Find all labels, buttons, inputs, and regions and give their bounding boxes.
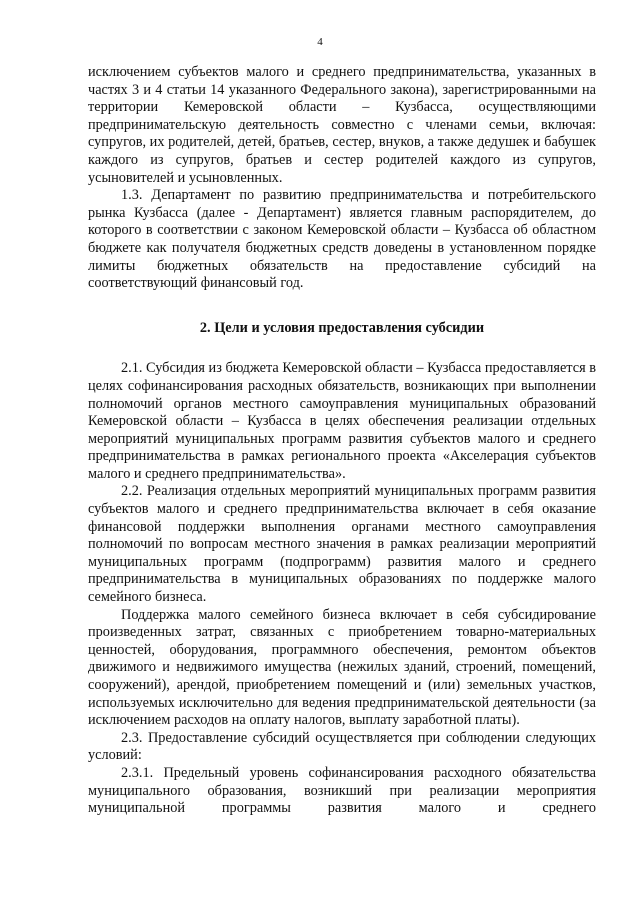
- page-number: 4: [317, 36, 323, 48]
- paragraph-continuation: исключением субъектов малого и среднего предпринимательства, указанных в частях 3 и 4 статьи 14 указанного Федерального закона), зарегистрированными на территории Кемеровской области – Кузбасса, осуществляющими предпринимательскую деятельность совместно с членами семьи, включая: супругов, их родителей, детей, братьев, сестер, внуков, а также дедушек и бабушек каждого из супругов, братьев и сестер родителей каждого из супругов, усыновителей и усыновленных.: [88, 64, 596, 186]
- paragraph-1-3: 1.3. Департамент по развитию предпринимательства и потребительского рынка Кузбасса (далее - Департамент) является главным распорядителем, до которого в соответствии с законом Кемеровской области – Кузбасса об областном бюджете как получателя бюджетных средств доведены в установленном порядке лимиты бюджетных обязательств на предоставление субсидий на соответствующий финансовый год.: [88, 187, 596, 292]
- paragraph-2-1: 2.1. Субсидия из бюджета Кемеровской области – Кузбасса предоставляется в целях софинансирования расходных обязательств, возникающих при выполнении полномочий органов местного самоуправления муниципальных образований Кемеровской области – Кузбасса в целях обеспечения реализации отдельных мероприятий муниципальных программ развития субъектов малого и среднего предпринимательства в рамках регионального проекта «Акселерация субъектов малого и среднего предпринимательства».: [88, 360, 596, 482]
- section-heading: 2. Цели и условия предоставления субсидии: [199, 319, 485, 336]
- paragraph-2-3-1: 2.3.1. Предельный уровень софинансирования расходного обязательства муниципального образования, возникший при реализации мероприятия муниципальной программы развития малого и среднего: [88, 764, 596, 817]
- paragraph-family-business-support: Поддержка малого семейного бизнеса включает в себя субсидирование произведенных затрат, связанных с приобретением товарно-материальных ценностей, оборудования, программного обеспечения, ремонтом объектов движимого и недвижимого имущества (нежилых зданий, строений, помещений, сооружений), арендой, приобретением помещений и (или) земельных участков, используемых исключительно для ведения предпринимательской деятельности (за исключением расходов на оплату налогов, выплату заработной платы).: [88, 606, 596, 729]
- paragraph-2-2: 2.2. Реализация отдельных мероприятий муниципальных программ развития субъектов малого и среднего предпринимательства включает в себя оказание финансовой поддержки выполнения органами местного самоуправления полномочий по вопросам местного значения в рамках реализации мероприятий муниципальных программ (подпрограмм) развития малого и среднего предпринимательства в муниципальных образованиях по поддержке малого семейного бизнеса.: [88, 483, 596, 606]
- paragraph-2-3: 2.3. Предоставление субсидий осуществляется при соблюдении следующих условий:: [88, 729, 596, 764]
- document-body: [88, 64, 596, 818]
